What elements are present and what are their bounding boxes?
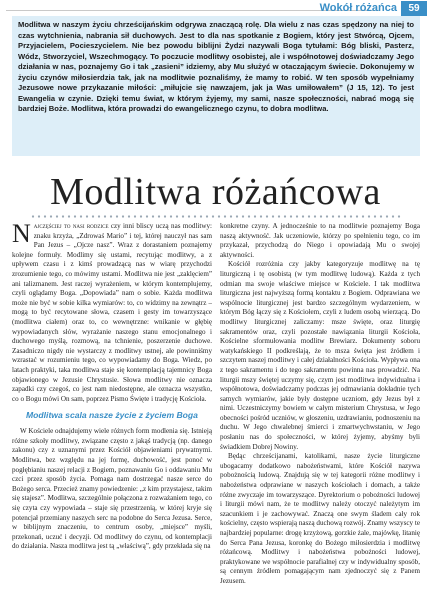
left-column	[12, 222, 212, 594]
article-title: Modlitwa różańcowa	[50, 171, 381, 213]
right-paragraph-2: Kościół rozróżnia czy jakby kategoryzuje modlitwę na tę liturgiczną i tę osobistą (w tym modlitwę ludową). Każda z tych odmian ma swoje właściwe miejsce w Kościele. I tak modlitwa liturgiczna jest najwyższą formą kontaktu z Bogiem. Odprawiana we wspólnocie liturgicznej jest bardzo szczególnym wydarzeniem, w którym Bóg łączy się z Kościołem, czyli z ludem osobą wierzącą. Do modlitwy liturgicznej zaliczamy: msze święte, oraz liturgię sakramentów oraz, czyli pozostałe nawiązania liturgii Kościoła, Kościelne sformułowania modlitw Brewiarz. Dokumenty soboru watykańskiego II podkreślają, że to msza święta jest źródłem i szczytem naszej modlitwy i całej działalności Kościoła. Wypływa ona z tego sakramentu i do tego sakramentu powinna nas prowadzić. Na liturgii mszy świętej uczymy się, czym jest modlitwa indywidualna i współnotowa, doświadczamy podczas jej odmawiania dokładnie tych samych wymiarów, jakie były dostępne uczniom, gdy Jezus był z nimi. Uczestniczymy bowiem w całym misterium Chrystusa, w Jego obecności pośród uczniów, w głoszeniu, uzdrawianiu, podnoszeniu na duchu. W Jego chwalebnej śmierci i zmartwychwstaniu, w Jego posłaniu nas do społeczności, w której żyjemy, abyśmy byli świadkiem Dobrej Nowiny.	[220, 260, 420, 451]
right-paragraph-3: Będąc chrześcijanami, katolikami, nasze życie liturgiczne ubogacamy dodatkowo nabożeństwami, które Kościół nazywa pobożnością ludową. Znajdują się w tej kategorii różne modlitwy i nabożeństwa odprawiane w naszych kościołach i domach, a także różne zwyczaje im towarzyszące. Dyrektorium o pobożności ludowej i liturgii mówi nam, że te modlitwy należy otoczyć należytym im szacunkiem i je zachowywać. Znaczą one swym śladem cały rok kościelny, często wspierają naszą duchową rozwój. Znamy wszyscy te najbardziej popularne: drogę krzyżową, gorzkie żale, majówkę, litanię do Serca Pana Jezusa, koronkę do Bożego miłosierdzia i modlitwę różańcową. Modlitwy i nabożeństwa pobożności ludowej, praktykowane we współnocie parafialnej czy w indywidualny sposób, są cennym źródłem pomagającym nam zjednoczyć się z Panem Jezusem.	[220, 452, 420, 585]
left-paragraph-1	[12, 222, 212, 404]
page-number: 59	[401, 1, 427, 16]
left-paragraph-1-text: czy inni bliscy uczą nas modlitwy: znaku krzyża, „Zdrowaś Mario” i tej, której nauczył nas sam Pan Jezus – „Ojcze nasz”. Wraz z dorastaniem poznajemy kolejne formuły. Modlimy się ustami, recytując modlitwy, a z upływem czasu i z kimś prowadzącą nas w wiarę przychodzi zrozumienie tego, co mówimy ustami. Modlitwa nie jest „zaklęciem” ani talizmanem. Jest raczej wyrażeniem, w którym kontemplujemy, czyli oglądamy Boga. „Dopowiada” nam o sobie. Każda modlitwa może nie być w sobie kilka wymiarów: to, co widzimy na zewnątrz – mogą to być recytowane słowa, czasem i gesty im towarzyszące (modlitwa ciałem) oraz to, co wewnętrzne: wnikanie w głębię wypowiadanych słów, wyrażanie naszego stanu emocjonalnego i duchowego myślą, rozmową, na tchnienie, poszerzenie duchowe. Zasadniczo nigdy nie wystarczy z modlitwy ustnej, ale powinniśmy wzrastać w rozumieniu tego, co wypowiadamy do Boga. Wiedz, po latach praktyki, taka modlitwa staje się kontemplacją tajemnicy Boga objawionego w Jezusie Chrystusie. Słowa modlitwy nie oznacza zapadki czy czegoś, co jest nam niedostępne, ale oznacza wszystko, co o Bogu mówi On sam, poprzez Pismo Święte i tradycję Kościoła.	[12, 222, 212, 403]
right-column	[220, 222, 420, 594]
dotted-divider	[30, 215, 401, 218]
subheading: Modlitwa scala nasze życie z życiem Boga	[26, 410, 198, 421]
right-paragraph-1: konkretne czyny. A jednocześnie to na modlitwie poznajemy Boga naszą aktywność. Jak uczeniowie, którzy po spełnieniu tego, co im przykazał, przychodzą do Niego i opowiadają Mu o swojej aktywności.	[220, 222, 420, 259]
section-title: Wokół różańca	[319, 2, 397, 14]
drop-cap: N	[12, 222, 31, 248]
lead-smallcaps: ajczęściej to nasi rodzice	[33, 222, 109, 230]
left-paragraph-2: W Kościele odnajdujemy wiele różnych form modlenia się. Istnieją różne szkoły modlitwy, związane często z jakąś tradycją (np. danego zakonu) czy z uznanymi przez Kościół objawieniami prywatnymi. Modlitwa, bez względu na jej formę, duchowość, jest ponoć w pogłębianiu naszej relacji z Bogiem, poznawaniu Go i oddawaniu Mu czci przez sposób życia. Pomaga nam dostrzegać nasze serce do Bożego serca. Przecież znamy powiedzenie: „z kim przystajesz, takim się stajesz”. Modlitwa, szczególnie połączona z rozważaniem tego, co się czyta czy wypowiada – staje się przestrzenią, w której kryje się potencjał przemiany naszych serc na podobne do Serca Jezusa. Serce, w biblijnym znaczeniu, to centrum osoby, „miejsce” myśli, przekonań, uczuć i decyzji. Od modlitwy do czynu, od kontemplacji do działania. Nasza modlitwa jest tą „właściwą”, gdy przekłada się na	[12, 427, 212, 551]
intro-box: Modlitwa w naszym życiu chrześcijańskim odgrywa znaczącą rolę. Dla wielu z nas czas spędzony na niej to czas wytchnienia, nabrania sił duchowych. Jest to dla nas spotkanie z Bogiem, który jest Stwórcą, Ojcem, Przyjacielem, Pocieszycielem. Nie bez powodu biblijni Żydzi nazywali Boga tytułami: Bóg bliski, Pasterz, Wódz, Stworzyciel, Wszechmogący. To poczucie modlitwy osobistej, ale i współnotowej doświadczamy Jego działania w nas, poznajemy Go i tak „zasieni” idziemy, aby Mu służyć w otaczającym świecie. Dokonujemy w życiu czynów miłosierdzia tak, jak na modlitwie poznaliśmy, że mamy to robić. W ten sposób wypełniamy Jezusowe nowe przykazanie miłości: „miłujcie się nawzajem, jak ja Was umiłowałem” (J 15, 12). To jest Ewangelia w czynie. Dzięki temu świat, w którym żyjemy, my sami, nasze społeczności, nabrać mogą się bardziej Boże. Modlitwa, która prowadzi do ewangelicznego czynu, to dobra modlitwa.	[12, 16, 420, 156]
